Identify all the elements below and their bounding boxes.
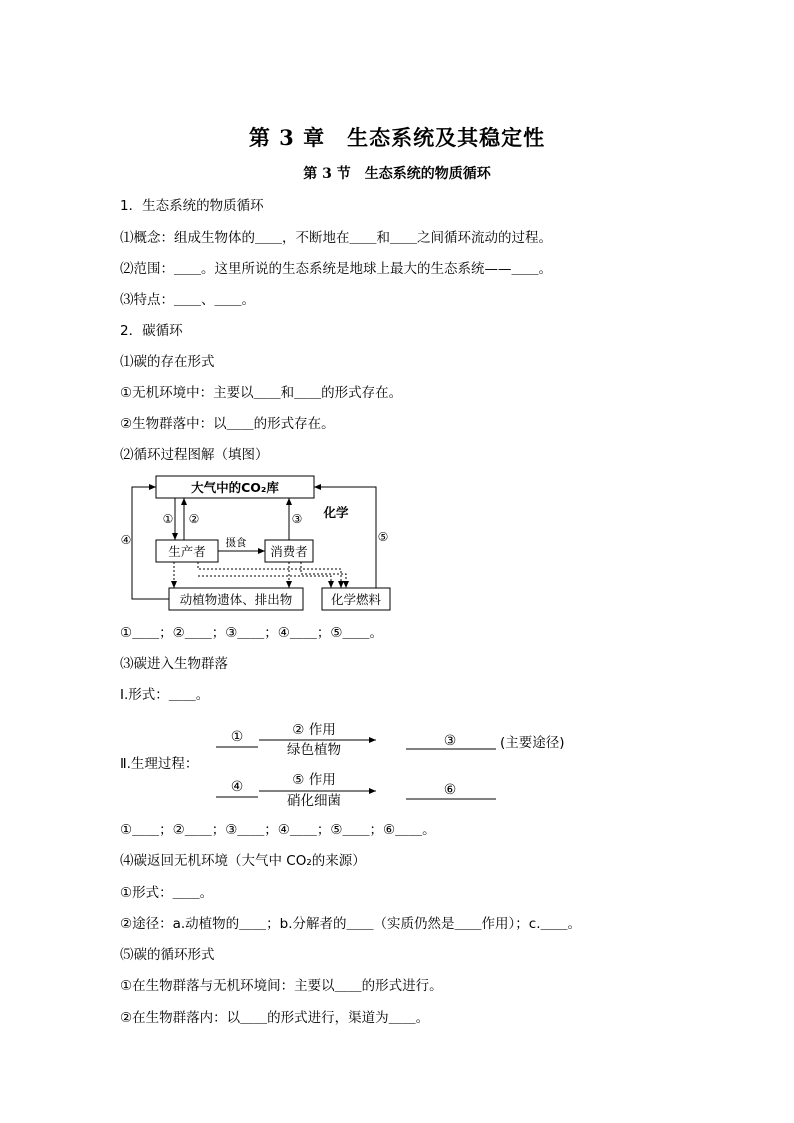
feature-line: ⑶特点：＿＿、＿＿。 (120, 292, 255, 308)
concept-line: ⑴概念：组成生物体的＿＿，不断地在＿＿和＿＿之间循环流动的过程。 (120, 230, 552, 246)
process-label: Ⅱ.生理过程： (120, 756, 199, 772)
row2-left-num: ④ (230, 779, 244, 795)
process-diagram (118, 716, 598, 816)
remains-label: 动植物遗体、排出物 (179, 592, 293, 607)
carbon-return-heading: ⑷碳返回无机环境（大气中 CO₂的来源） (120, 853, 366, 869)
carbon-return-form: ①形式：＿＿。 (120, 885, 214, 901)
biotic-community-line: ②生物群落中：以＿＿的形式存在。 (120, 416, 335, 432)
inorganic-env-line: ①无机环境中：主要以＿＿和＿＿的形式存在。 (120, 385, 403, 401)
carbon-entry-form: Ⅰ.形式：＿＿。 (120, 687, 210, 703)
row2-top-label: ⑤ 作用 (292, 772, 336, 788)
chemistry-label: 化学 (323, 505, 349, 520)
carbon-cycle-form-heading: ⑸碳的循环形式 (120, 947, 215, 963)
carbon-entry-heading: ⑶碳进入生物群落 (120, 656, 228, 672)
row2-bottom-label: 硝化细菌 (287, 793, 341, 809)
arrow-5 (314, 487, 376, 588)
producer-label: 生产者 (168, 544, 206, 559)
within-community-line: ②在生物群落内：以＿＿的形式进行，渠道为＿＿。 (120, 1010, 430, 1026)
num-5-label: ⑤ (377, 530, 389, 544)
row1-top-label: ② 作用 (292, 722, 336, 738)
community-env-line: ①在生物群落与无机环境间：主要以＿＿的形式进行。 (120, 978, 443, 994)
process-answer-line: ①＿＿；②＿＿；③＿＿；④＿＿；⑤＿＿；⑥＿＿。 (120, 822, 436, 838)
cycle-diagram-heading: ⑵循环过程图解（填图） (120, 447, 269, 463)
section-title: 第 3 节 生态系统的物质循环 (303, 166, 491, 182)
chapter-title: 第 3 章 生态系统及其稳定性 (248, 125, 546, 150)
num-2-label: ② (188, 512, 200, 526)
atmosphere-label: 大气中的CO₂库 (191, 480, 279, 495)
row1-bottom-label: 绿色植物 (287, 742, 341, 758)
row2-right-num: ⑥ (443, 782, 457, 798)
row1-right-num: ③ (443, 733, 457, 749)
fuel-label: 化学燃料 (330, 592, 382, 607)
num-3-label: ③ (291, 512, 303, 526)
cycle-answer-line: ①＿＿；②＿＿；③＿＿；④＿＿；⑤＿＿。 (120, 625, 384, 641)
consumer-label: 消费者 (270, 544, 308, 559)
num-1-label: ① (162, 512, 174, 526)
carbon-return-route: ②途径：a.动植物的＿＿；b.分解者的＿＿（实质仍然是＿＿作用）；c.＿＿。 (120, 916, 581, 932)
scope-line: ⑵范围：＿＿。这里所说的生态系统是地球上最大的生态系统——＿＿。 (120, 261, 552, 277)
heading-material-cycle: 1．生态系统的物质循环 (120, 198, 264, 214)
carbon-cycle-diagram (118, 470, 398, 618)
row1-note: (主要途径) (500, 735, 565, 751)
feeding-label: 摄食 (225, 537, 247, 549)
row1-left-num: ① (230, 729, 244, 745)
num-4-label: ④ (120, 533, 132, 547)
carbon-form-heading: ⑴碳的存在形式 (120, 354, 215, 370)
heading-carbon-cycle: 2．碳循环 (120, 323, 183, 339)
